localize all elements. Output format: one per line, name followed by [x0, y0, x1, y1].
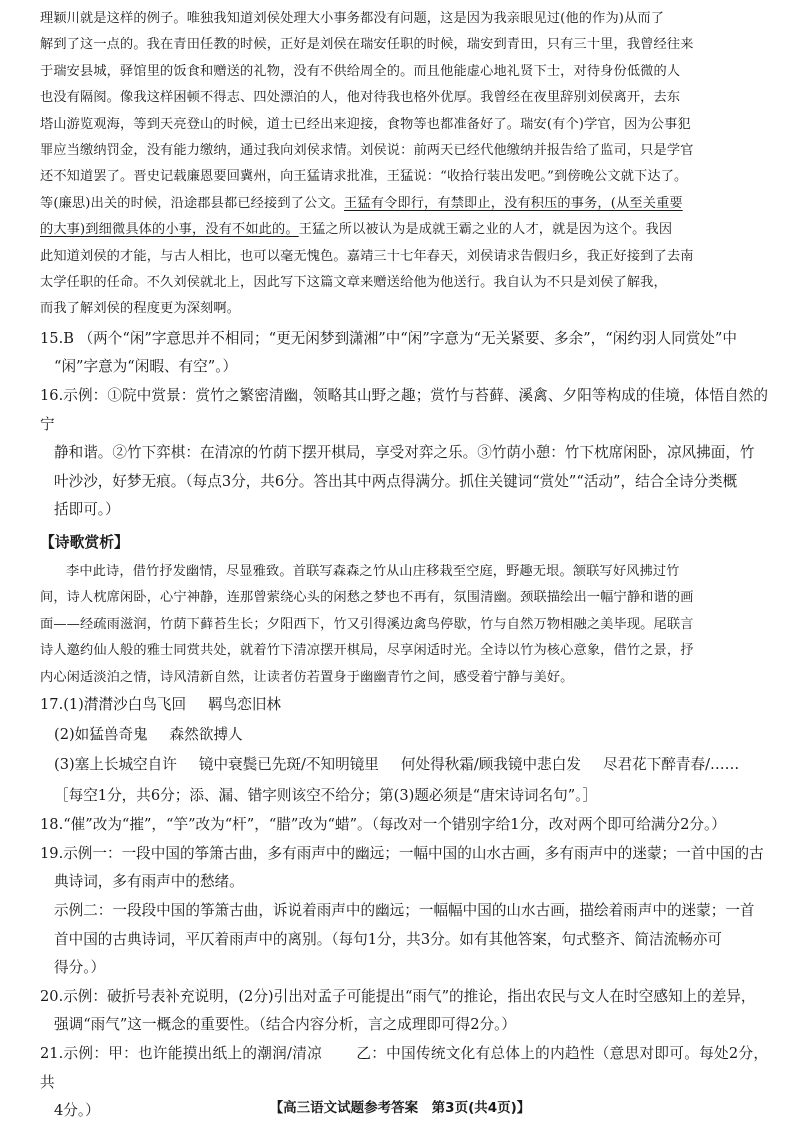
answer-19-line: 示例二：一段段中国的筝箫古曲，诉说着雨声中的幽远；一幅幅中国的山水古画，描绘着雨声中的迷蒙；一首 [54, 901, 755, 919]
text-span: (3)塞上长城空自许 [54, 756, 177, 774]
text-span: 王猛之所以被认为是成就王霸之业的人才，就是因为这个。我因 [298, 222, 673, 238]
text-line: 而我了解刘侯的程度更为深刻啊。 [40, 301, 241, 317]
text-span: 镜中衰鬓已先斑/不知明镜里 [198, 756, 379, 774]
text-line: 间，诗人枕席闲卧，心宁神静，连那曾萦绕心头的闲愁之梦也不再有，氛围清幽。颈联描绘出一幅宁静和谐的画 [40, 590, 694, 606]
answer-page [40, 6, 768, 1126]
answer-18-line: 18.“催”改为“摧”，“竽”改为“杆”，“腊”改为“蜡”。（每改对一个错别字给1分，改对两个即可给满分2分。） [40, 816, 726, 834]
text-line: 面——经疏雨滋润，竹荫下藓苔生长；夕阳西下，竹又引得溪边禽鸟停歇，竹与自然万物相融之美毕现。尾联言 [40, 616, 694, 632]
answer-20-line: 强调“雨气”这一概念的重要性。（结合内容分析，言之成理即可得2分。） [54, 1016, 517, 1034]
text-line: 罪应当缴纳罚金，没有能力缴纳，通过我向刘侯求情。刘侯说：前两天已经代他缴纳并报告给了监司，只是学官 [40, 143, 694, 159]
text-span: 尽君花下醉青春/…… [602, 756, 740, 774]
text-span: 羁鸟恋旧林 [208, 696, 282, 714]
text-span: 何处得秋霜/顾我镜中悲白发 [400, 756, 581, 774]
answers-15-16 [40, 325, 768, 525]
text-line: 此知道刘侯的才能，与古人相比，也可以毫无愧色。嘉靖三十七年春天，刘侯请求告假归乡，我正好接到了去南 [40, 248, 694, 264]
answer-16-line: 叶沙沙，好梦无痕。（每点3分，共6分。答出其中两点得满分。抓住关键词“赏处”“活动”，结合全诗分类概 [54, 472, 738, 490]
appreciation-section [40, 559, 768, 691]
text-line: 塔山游览观海，等到天亮登山的时候，道士已经出来迎接，食物等也都准备好了。瑞安(有个)学官，因为公事犯 [40, 116, 691, 132]
answer-16-line: 16.示例：①院中赏景：赏竹之繁密清幽，领略其山野之趣；赏竹与苔藓、溪禽、夕阳等构成的佳境，体悟自然的宁 [40, 387, 768, 433]
answer-17-line [40, 691, 768, 720]
answer-19-line: 得分。） [54, 959, 106, 977]
answers-17-21 [40, 691, 768, 1126]
answer-15-line: 15.B （两个“闲”字意思并不相同；“更无闲梦到潇湘”中“闲”字意为“无关紧要、多余”，“闲约羽人同赏处”中 [40, 329, 737, 347]
answer-15-line: “闲”字意为“闲暇、有空”。） [54, 358, 238, 376]
page-footer: 【高三语文试题参考答案 第3页(共4页)】 [269, 1100, 531, 1116]
text-line [40, 217, 768, 243]
answer-20-line: 20.示例：破折号表补充说明，(2分)引出对孟子可能提出“雨气”的推论，指出农民与文人在时空感知上的差异， [40, 987, 756, 1005]
answer-16-line: 静和谐。②竹下弈棋：在清凉的竹荫下摆开棋局，享受对弈之乐。③竹荫小憩：竹下枕席闲卧，凉风拂面，竹 [54, 444, 755, 462]
text-line: 内心闲适淡泊之情，诗风清新自然，让读者仿若置身于幽幽青竹之间，感受着宁静与美好。 [40, 669, 574, 685]
text-span: (2)如猛兽奇鬼 [54, 725, 148, 743]
text-line: 也没有隔阂。像我这样困顿不得志、四处漂泊的人，他对待我也格外优厚。我曾经在夜里辞别刘侯离开，去东 [40, 90, 681, 106]
translation-section [40, 6, 768, 323]
answer-17-line: ［每空1分，共6分；添、漏、错字则该空不给分；第(3)题必须是“唐宋诗词名句”。］ [54, 786, 598, 804]
answer-21-line [40, 1040, 768, 1097]
text-line: 李中此诗，借竹抒发幽情，尽显雅致。首联写森森之竹从山庄移栽至空庭，野趣无垠。颔联写好风拂过竹 [66, 564, 680, 580]
answer-17-line [54, 720, 768, 751]
text-span: 乙：中国传统文化有总体上的内趋性（意思对即可。每处2分，共 [40, 1044, 768, 1091]
text-span: 21.示例：甲：也许能摸出纸上的潮润/清凉 [40, 1044, 323, 1062]
answer-19-line: 19.示例一：一段中国的筝箫古曲，多有雨声中的幽远；一幅中国的山水古画，多有雨声中的迷蒙；一首中国的古 [40, 844, 764, 862]
text-span: 森然欲搏人 [169, 725, 243, 743]
text-line [40, 191, 768, 217]
underlined-text: 的大事)到细微具体的小事，没有不如此的。 [40, 222, 299, 238]
answer-21-line: 4分。） [54, 1102, 100, 1120]
text-span: 17.(1)潸潸沙白鸟飞回 [40, 696, 187, 714]
text-line: 于瑞安县城，驿馆里的饭食和赠送的礼物，没有不供给周全的。而且他能虚心地礼贤下士，对待身份低微的人 [40, 63, 681, 79]
text-span: 等(廉思)出关的时候，沿途郡县都已经接到了公文。 [40, 195, 345, 211]
answer-16-line: 括即可。） [54, 501, 120, 519]
answer-19-line: 首中国的古典诗词，平仄着雨声中的离别。（每句1分，共3分。如有其他答案，句式整齐、简洁流畅亦可 [54, 930, 722, 948]
text-line: 诗人邀约仙人般的雅士同赏共处，就着竹下清凉摆开棋局，尽享闲适时光。全诗以竹为核心意象，借竹之景，抒 [40, 643, 694, 659]
text-line: 太学任职的任命。不久刘侯就北上，因此写下这篇文章来赠送给他为他送行。我自认为不只是刘侯了解我， [40, 275, 667, 291]
text-line: 理颖川就是这样的例子。唯独我知道刘侯处理大小事务都没有问题，这是因为我亲眼见过(他的作为)从而了 [40, 11, 665, 26]
answer-17-line [54, 750, 768, 781]
underlined-text: 王猛有令即行，有禁即止，没有积压的事务，(从至关重要 [344, 195, 683, 211]
answer-19-line: 典诗词，多有雨声中的愁绪。 [54, 873, 244, 891]
text-line: 解到了这一点的。我在青田任教的时候，正好是刘侯在瑞安任职的时候，瑞安到青田，只有三十里，我曾经往来 [40, 37, 694, 53]
text-line: 还不知道罢了。晋史记载廉恩要回冀州，向王猛请求批准，王猛说：“收拾行装出发吧。”到傍晚公文就下达了。 [40, 169, 688, 185]
section-heading: 【诗歌赏析】 [40, 534, 129, 552]
